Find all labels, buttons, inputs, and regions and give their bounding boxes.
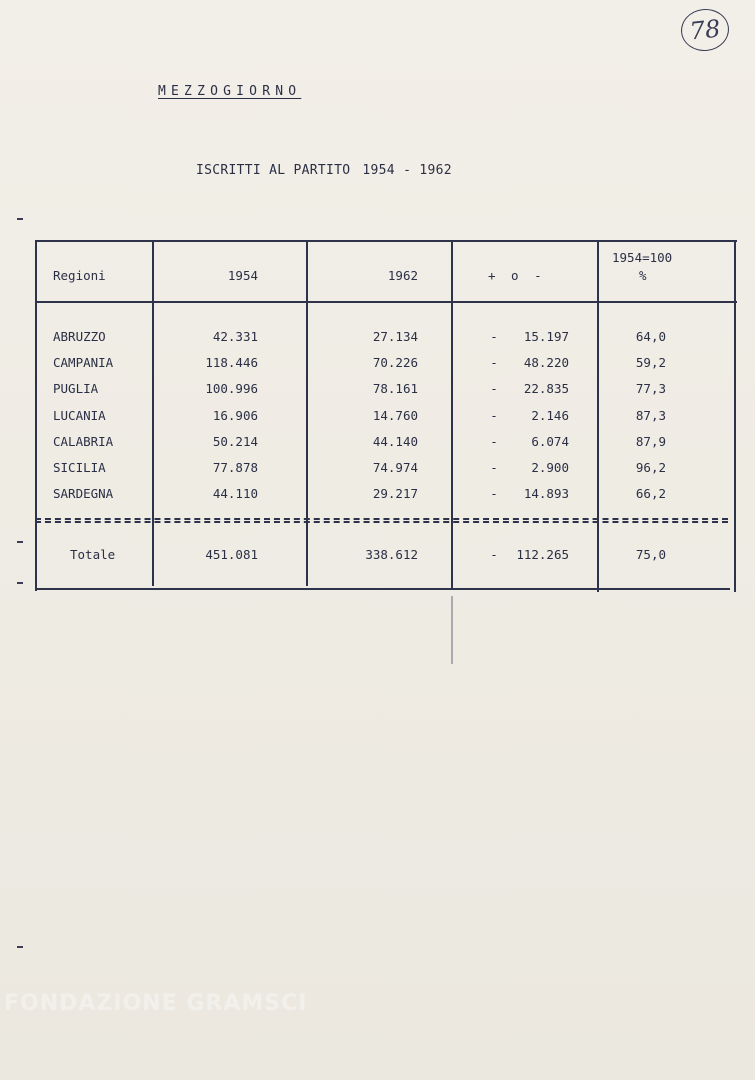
page-number-text: 78 bbox=[688, 14, 722, 46]
row-difference: 2.146 bbox=[531, 407, 569, 423]
row-1962: 27.134 bbox=[372, 329, 418, 344]
header-region: Regioni bbox=[53, 268, 106, 283]
row-region: PUGLIA bbox=[53, 381, 99, 397]
row-1954: 50.214 bbox=[212, 433, 258, 449]
margin-mark bbox=[17, 946, 23, 948]
header-index-percent: % bbox=[639, 268, 647, 283]
table-col-border bbox=[35, 240, 37, 591]
row-difference: 6.074 bbox=[531, 433, 569, 449]
row-index: 66,2 bbox=[635, 486, 666, 502]
row-region: CALABRIA bbox=[53, 433, 114, 449]
margin-mark bbox=[17, 541, 23, 543]
row-index: 87,3 bbox=[635, 407, 666, 423]
row-sign: - bbox=[490, 329, 498, 344]
row-sign: - bbox=[490, 433, 498, 449]
subtitle-year-to: 1962 bbox=[419, 163, 452, 178]
row-sign: - bbox=[490, 355, 498, 371]
table-col-border bbox=[451, 240, 453, 588]
row-index: 64,0 bbox=[635, 329, 666, 344]
row-region: SICILIA bbox=[53, 460, 106, 475]
row-1962: 78.161 bbox=[372, 381, 418, 397]
row-sign: - bbox=[490, 486, 498, 502]
total-index: 75,0 bbox=[635, 547, 666, 562]
total-difference: 112.265 bbox=[516, 547, 569, 562]
subtitle-dash: - bbox=[403, 163, 412, 178]
row-index: 77,3 bbox=[635, 381, 666, 397]
table-total-separator bbox=[35, 518, 728, 523]
watermark-text: FONDAZIONE GRAMSCI bbox=[4, 991, 308, 1016]
row-index: 59,2 bbox=[635, 355, 666, 371]
total-1954: 451.081 bbox=[205, 547, 258, 562]
row-1962: 74.974 bbox=[372, 460, 418, 475]
row-1954: 100.996 bbox=[205, 381, 258, 397]
table-col-border bbox=[451, 596, 453, 664]
row-1954: 118.446 bbox=[205, 355, 258, 371]
row-difference: 15.197 bbox=[523, 329, 569, 344]
row-region: SARDEGNA bbox=[53, 486, 114, 502]
row-1954: 42.331 bbox=[212, 329, 258, 344]
row-index: 96,2 bbox=[635, 460, 666, 475]
table-subtitle bbox=[196, 163, 452, 178]
row-1954: 44.110 bbox=[212, 486, 258, 502]
total-sign: - bbox=[490, 547, 498, 562]
row-1962: 44.140 bbox=[372, 433, 418, 449]
row-sign: - bbox=[490, 381, 498, 397]
table-top-border bbox=[35, 240, 737, 242]
row-sign: - bbox=[490, 407, 498, 423]
header-difference: + o - bbox=[488, 268, 546, 283]
row-difference: 22.835 bbox=[523, 381, 569, 397]
header-1954: 1954 bbox=[227, 268, 258, 283]
margin-mark bbox=[17, 218, 23, 220]
archive-watermark bbox=[4, 992, 307, 1016]
row-difference: 14.893 bbox=[523, 486, 569, 502]
row-sign: - bbox=[490, 460, 498, 475]
row-difference: 48.220 bbox=[523, 355, 569, 371]
row-region: CAMPANIA bbox=[53, 355, 114, 371]
row-difference: 2.900 bbox=[531, 460, 569, 475]
row-1962: 14.760 bbox=[372, 407, 418, 423]
row-region: LUCANIA bbox=[53, 407, 106, 423]
row-1962: 29.217 bbox=[372, 486, 418, 502]
row-1962: 70.226 bbox=[372, 355, 418, 371]
margin-mark bbox=[17, 582, 23, 584]
header-1962: 1962 bbox=[387, 268, 418, 283]
page-number bbox=[679, 7, 731, 54]
total-1962: 338.612 bbox=[365, 547, 418, 562]
table-bottom-border bbox=[35, 588, 730, 590]
row-1954: 77.878 bbox=[212, 460, 258, 475]
document-title: MEZZOGIORNO bbox=[158, 84, 302, 99]
table-header-border bbox=[35, 301, 737, 303]
table-col-border bbox=[734, 240, 736, 592]
subtitle-text: ISCRITTI AL PARTITO bbox=[196, 163, 351, 178]
row-region: ABRUZZO bbox=[53, 329, 106, 344]
header-index: 1954=100 bbox=[612, 250, 673, 265]
subtitle-year-from: 1954 bbox=[362, 163, 395, 178]
row-1954: 16.906 bbox=[212, 407, 258, 423]
row-index: 87,9 bbox=[635, 433, 666, 449]
total-label: Totale bbox=[70, 547, 116, 562]
